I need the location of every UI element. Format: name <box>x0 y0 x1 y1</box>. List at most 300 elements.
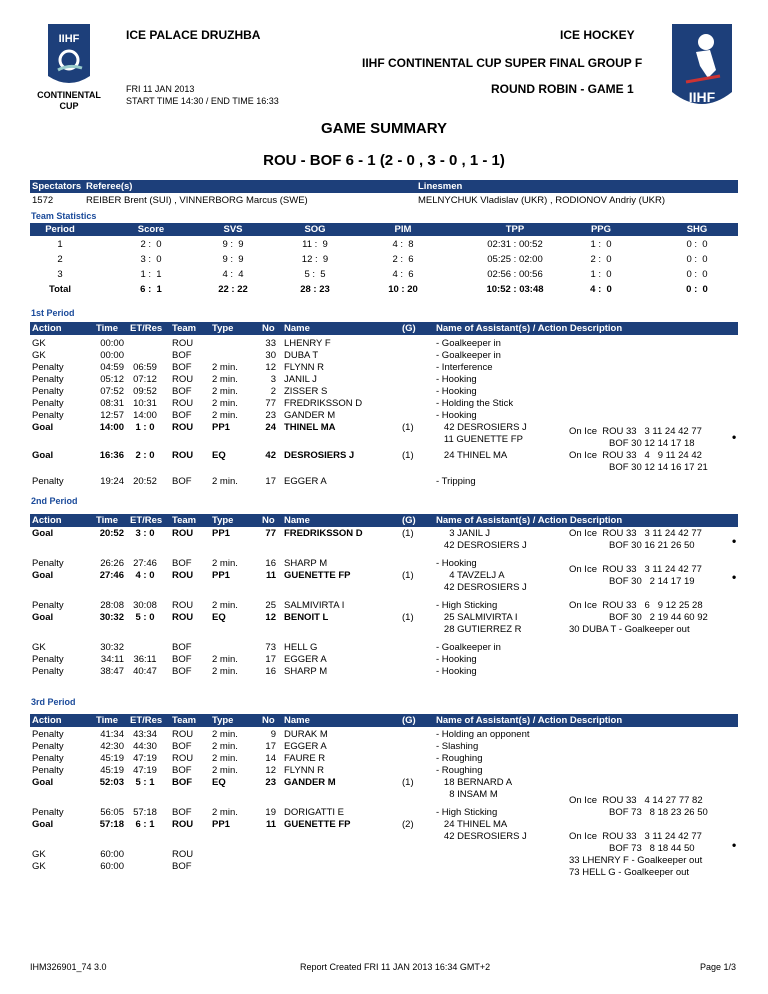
event-cell: 42 <box>265 450 276 461</box>
event-cell: Penalty <box>32 410 64 421</box>
event-cell: 27:46 <box>133 558 157 569</box>
stats-cell: 0 : 0 <box>686 254 708 265</box>
stats-col-header: SVS <box>223 224 243 235</box>
event-cell: BOF <box>172 654 192 665</box>
competition: IIHF CONTINENTAL CUP SUPER FINAL GROUP F <box>362 56 643 70</box>
stats-cell: 4 : 4 <box>222 269 244 280</box>
event-cell: DURAK M <box>284 729 328 740</box>
event-cell: - Holding the Stick <box>436 398 514 409</box>
stats-col-header: TPP <box>505 224 525 235</box>
stats-cell: 02:56 : 00:56 <box>487 269 543 280</box>
event-cell: 56:05 <box>100 807 124 818</box>
event-cell: EGGER A <box>284 654 327 665</box>
svg-text:IIHF: IIHF <box>688 89 716 105</box>
event-cell: 00:00 <box>100 338 124 349</box>
event-col-header: Team <box>172 715 197 726</box>
event-cell: 45:19 <box>100 753 124 764</box>
event-cell: LHENRY F <box>284 338 331 349</box>
event-cell: Goal <box>32 450 54 461</box>
stats-col-header: SOG <box>304 224 326 235</box>
event-cell: EGGER A <box>284 741 327 752</box>
event-cell: (1) <box>402 570 414 581</box>
event-cell: 4 TAVZELJ A <box>436 570 505 581</box>
event-cell: GUENETTE FP <box>284 570 351 581</box>
event-cell: 41:34 <box>100 729 124 740</box>
event-cell: 42 DESROSIERS J <box>436 831 527 842</box>
event-cell: Goal <box>32 422 54 433</box>
event-col-header: No <box>262 715 275 726</box>
event-cell: ROU <box>172 422 194 433</box>
event-cell: - Holding an opponent <box>436 729 530 740</box>
p1-label: 1st Period <box>31 308 75 318</box>
event-cell: 07:52 <box>100 386 124 397</box>
event-cell: 19 <box>265 807 276 818</box>
svg-text:CUP: CUP <box>59 101 79 111</box>
event-cell: BOF <box>172 861 192 872</box>
stats-cell: 2 <box>57 254 63 265</box>
event-cell: DESROSIERS J <box>284 450 355 461</box>
event-cell: 17 <box>265 654 276 665</box>
stats-cell: 0 : 0 <box>686 269 708 280</box>
event-cell: 47:19 <box>133 765 157 776</box>
event-cell: 12 <box>265 362 276 373</box>
event-cell: 2 min. <box>212 765 238 776</box>
event-cell: 2 min. <box>212 386 238 397</box>
event-cell: 42:30 <box>100 741 124 752</box>
game-label: ROUND ROBIN - GAME 1 <box>491 82 634 96</box>
event-col-header: No <box>262 515 275 526</box>
event-col-header: ET/Res <box>130 323 163 334</box>
event-cell: 60:00 <box>100 861 124 872</box>
event-cell: (1) <box>402 777 414 788</box>
marker-dot: • <box>732 838 737 852</box>
report-created: Report Created FRI 11 JAN 2013 16:34 GMT+2 <box>300 962 491 972</box>
team-stats-label: Team Statistics <box>31 211 97 221</box>
on-ice-line: BOF 30 16 21 26 50 <box>609 540 695 551</box>
on-ice-line: BOF 30 12 14 16 17 21 <box>609 462 708 473</box>
event-cell: 14 <box>265 753 276 764</box>
event-cell: Penalty <box>32 386 64 397</box>
marker-dot: • <box>732 534 737 548</box>
event-cell: 4 : 0 <box>135 570 155 581</box>
stats-cell: 22 : 22 <box>218 284 248 295</box>
event-cell: ROU <box>172 528 194 539</box>
event-cell: 23 <box>265 777 276 788</box>
p3-header <box>30 714 738 727</box>
summary-title: GAME SUMMARY <box>320 120 448 137</box>
marker-dot: • <box>732 570 737 584</box>
event-cell: 27:46 <box>99 570 124 581</box>
event-col-header: ET/Res <box>130 715 163 726</box>
event-cell: GK <box>32 642 46 653</box>
event-row <box>0 753 768 765</box>
stats-row <box>0 269 768 281</box>
stats-col-header: PIM <box>394 224 412 235</box>
stats-cell: 0 : 0 <box>686 284 708 295</box>
event-cell: 30:08 <box>133 600 157 611</box>
game-date: FRI 11 JAN 2013 <box>126 84 195 94</box>
event-cell: FREDRIKSSON D <box>284 398 363 409</box>
event-cell: 14:00 <box>133 410 157 421</box>
event-row <box>0 362 768 374</box>
event-cell: 17 <box>265 741 276 752</box>
stats-cell: 1 : 1 <box>140 269 162 280</box>
event-row <box>0 476 768 488</box>
event-cell: PP1 <box>212 528 230 539</box>
event-cell: ROU <box>172 729 194 740</box>
p1-header <box>30 322 738 335</box>
stats-cell: 5 : 5 <box>304 269 326 280</box>
event-cell: ROU <box>172 612 194 623</box>
event-cell: GANDER M <box>284 410 336 421</box>
event-cell: 47:19 <box>133 753 157 764</box>
event-cell: - Goalkeeper in <box>436 350 501 361</box>
event-cell: SHARP M <box>284 666 328 677</box>
event-cell: 43:34 <box>133 729 157 740</box>
stats-cell: 12 : 9 <box>301 254 329 265</box>
event-cell: - Hooking <box>436 386 477 397</box>
on-ice-line: 73 HELL G - Goalkeeper out <box>569 867 690 878</box>
event-col-header: No <box>262 323 275 334</box>
event-cell: 2 min. <box>212 410 238 421</box>
event-col-header: Name of Assistant(s) / Action Description <box>436 323 623 334</box>
event-row <box>0 410 768 422</box>
event-cell: 2 min. <box>212 374 238 385</box>
stats-cell: 0 : 0 <box>686 239 708 250</box>
stats-cell: 10:52 : 03:48 <box>486 284 544 295</box>
event-cell: 2 <box>270 386 276 397</box>
event-cell: PP1 <box>212 570 230 581</box>
stats-cell: 2 : 6 <box>392 254 414 265</box>
event-cell: PP1 <box>212 819 230 830</box>
event-cell: 36:11 <box>133 654 157 665</box>
stats-cell: 9 : 9 <box>222 239 244 250</box>
event-cell: 11 GUENETTE FP <box>436 434 523 445</box>
event-cell: 20:52 <box>133 476 157 487</box>
event-cell: 45:19 <box>100 765 124 776</box>
event-cell: 9 <box>270 729 276 740</box>
event-cell: ROU <box>172 600 194 611</box>
event-cell: 6 : 1 <box>135 819 155 830</box>
on-ice-line: On Ice ROU 33 6 9 12 25 28 <box>569 600 703 611</box>
event-cell: 3 JANIL J <box>436 528 491 539</box>
event-cell: 12:57 <box>100 410 124 421</box>
stats-cell: 11 : 9 <box>302 239 328 250</box>
event-cell: ROU <box>172 570 194 581</box>
event-cell: 5 : 0 <box>135 612 155 623</box>
event-cell: - Interference <box>436 362 493 373</box>
event-cell: 8 INSAM M <box>436 789 498 800</box>
event-cell: ROU <box>172 753 194 764</box>
event-cell: BOF <box>172 666 192 677</box>
event-cell: 40:47 <box>133 666 157 677</box>
event-cell: - Tripping <box>436 476 476 487</box>
event-cell: 57:18 <box>99 819 124 830</box>
event-cell: - Roughing <box>436 765 483 776</box>
event-cell: Penalty <box>32 765 64 776</box>
event-cell: DORIGATTI E <box>284 807 344 818</box>
event-cell: 2 min. <box>212 398 238 409</box>
event-cell: Penalty <box>32 600 64 611</box>
event-cell: 77 <box>265 398 276 409</box>
event-cell: ZISSER S <box>284 386 328 397</box>
event-cell: 2 min. <box>212 654 238 665</box>
venue: ICE PALACE DRUZHBA <box>126 28 261 42</box>
event-cell: FAURE R <box>284 753 326 764</box>
stats-col-header: SHG <box>686 224 708 235</box>
stats-col-header: PPG <box>590 224 612 235</box>
stats-row <box>0 239 768 251</box>
event-cell: BOF <box>172 807 192 818</box>
event-cell: ROU <box>172 819 194 830</box>
event-cell: Penalty <box>32 362 64 373</box>
event-cell: - Hooking <box>436 558 477 569</box>
p3-label: 3rd Period <box>31 697 76 707</box>
event-cell: - High Sticking <box>436 807 498 818</box>
event-cell: 11 <box>265 819 276 830</box>
on-ice-line: BOF 30 2 19 44 60 92 <box>609 612 708 623</box>
event-cell: 28 GUTIERREZ R <box>436 624 522 635</box>
stats-cell: 4 : 0 <box>590 284 612 295</box>
event-cell: 16 <box>265 666 276 677</box>
event-cell: 2 min. <box>212 666 238 677</box>
stats-row <box>0 254 768 266</box>
p2-header <box>30 514 738 527</box>
event-cell: (1) <box>402 528 414 539</box>
event-cell: 60:00 <box>100 849 124 860</box>
event-cell: 2 : 0 <box>135 450 155 461</box>
event-cell: 06:59 <box>133 362 157 373</box>
p2-label: 2nd Period <box>31 496 78 506</box>
event-cell: (1) <box>402 422 414 433</box>
event-cell: EGGER A <box>284 476 327 487</box>
stats-cell: 05:25 : 02:00 <box>487 254 543 265</box>
event-cell: 2 min. <box>212 807 238 818</box>
event-row <box>0 338 768 350</box>
event-row <box>0 398 768 410</box>
event-cell: 1 : 0 <box>135 422 155 433</box>
on-ice-line: On Ice ROU 33 4 14 27 77 82 <box>569 795 703 806</box>
stats-cell: 1 <box>57 239 63 250</box>
event-cell: Goal <box>32 819 54 830</box>
event-cell: 16 <box>265 558 276 569</box>
continental-cup-logo <box>28 20 110 115</box>
event-col-header: Time <box>96 515 119 526</box>
sport: ICE HOCKEY <box>560 28 635 42</box>
event-cell: 73 <box>265 642 276 653</box>
event-cell: 5 : 1 <box>135 777 155 788</box>
stats-cell: 1 : 0 <box>590 239 612 250</box>
event-row <box>0 729 768 741</box>
event-cell: 44:30 <box>133 741 157 752</box>
event-row <box>0 765 768 777</box>
on-ice-line: BOF 73 8 18 23 26 50 <box>609 807 708 818</box>
event-cell: Penalty <box>32 741 64 752</box>
on-ice-line: On Ice ROU 33 4 9 11 24 42 <box>569 450 702 461</box>
event-cell: 42 DESROSIERS J <box>436 582 527 593</box>
event-row <box>0 386 768 398</box>
event-cell: THINEL MA <box>284 422 336 433</box>
stats-col-header: Period <box>45 224 75 235</box>
event-cell: - High Sticking <box>436 600 498 611</box>
event-cell: JANIL J <box>284 374 317 385</box>
event-col-header: ET/Res <box>130 515 163 526</box>
event-cell: 09:52 <box>133 386 157 397</box>
event-cell: ROU <box>172 374 194 385</box>
stats-cell: 9 : 9 <box>222 254 244 265</box>
event-cell: Goal <box>32 528 54 539</box>
event-cell: BOF <box>172 642 192 653</box>
event-cell: BOF <box>172 476 192 487</box>
event-cell: GK <box>32 861 46 872</box>
officials-bar: Spectators Referee(s) Linesmen <box>30 180 738 193</box>
event-col-header: Name <box>284 323 310 334</box>
stats-cell: 10 : 20 <box>388 284 418 295</box>
event-cell: 28:08 <box>100 600 124 611</box>
event-cell: 26:26 <box>100 558 124 569</box>
stats-cell: 2 : 0 <box>140 239 162 250</box>
event-col-header: Time <box>96 715 119 726</box>
event-cell: 2 min. <box>212 729 238 740</box>
event-col-header: Team <box>172 323 197 334</box>
event-cell: 77 <box>265 528 276 539</box>
event-cell: - Hooking <box>436 374 477 385</box>
stats-cell: 28 : 23 <box>300 284 330 295</box>
stats-cell: 02:31 : 00:52 <box>487 239 543 250</box>
event-cell: Penalty <box>32 666 64 677</box>
event-cell: BOF <box>172 741 192 752</box>
on-ice-line: BOF 30 2 14 17 19 <box>609 576 695 587</box>
event-row <box>0 350 768 362</box>
stats-row <box>0 284 768 296</box>
stats-cell: 3 <box>57 269 63 280</box>
event-cell: ROU <box>172 398 194 409</box>
on-ice-line: 33 LHENRY F - Goalkeeper out <box>569 855 703 866</box>
event-cell: 2 min. <box>212 600 238 611</box>
event-cell: 42 DESROSIERS J <box>436 540 527 551</box>
event-cell: 11 <box>265 570 276 581</box>
event-cell: (1) <box>402 450 414 461</box>
event-cell: 33 <box>265 338 276 349</box>
event-cell: BOF <box>172 777 193 788</box>
event-cell: 12 <box>265 765 276 776</box>
event-cell: 20:52 <box>99 528 124 539</box>
event-cell: 17 <box>265 476 276 487</box>
officials-row: 1572 REIBER Brent (SUI) , VINNERBORG Marcus (SWE) MELNYCHUK Vladislav (UKR) , RODIONOV Andriy (UKR) <box>32 195 666 206</box>
event-col-header: (G) <box>402 323 416 334</box>
event-cell: SHARP M <box>284 558 328 569</box>
on-ice-line: On Ice ROU 33 3 11 24 42 77 <box>569 426 702 437</box>
stats-cell: 4 : 8 <box>392 239 414 250</box>
event-cell: HELL G <box>284 642 318 653</box>
on-ice-line: BOF 30 12 14 17 18 <box>609 438 695 449</box>
event-cell: BOF <box>172 386 192 397</box>
event-cell: 30:32 <box>100 642 124 653</box>
event-col-header: Type <box>212 323 234 334</box>
event-col-header: (G) <box>402 715 416 726</box>
event-col-header: (G) <box>402 515 416 526</box>
event-cell: 38:47 <box>100 666 124 677</box>
event-col-header: Type <box>212 515 234 526</box>
event-cell: GUENETTE FP <box>284 819 351 830</box>
event-cell: 07:12 <box>133 374 157 385</box>
event-cell: 57:18 <box>133 807 157 818</box>
event-col-header: Action <box>32 515 62 526</box>
event-cell: - Hooking <box>436 410 477 421</box>
stats-cell: 3 : 0 <box>140 254 162 265</box>
event-col-header: Team <box>172 515 197 526</box>
team-stats-header <box>30 223 738 236</box>
event-row <box>0 741 768 753</box>
event-cell: 25 <box>265 600 276 611</box>
event-row <box>0 777 768 789</box>
event-cell: 30:32 <box>99 612 124 623</box>
event-cell: GK <box>32 350 46 361</box>
event-cell: 12 <box>265 612 276 623</box>
event-cell: BOF <box>172 410 192 421</box>
event-cell: Penalty <box>32 729 64 740</box>
event-cell: DUBA T <box>284 350 319 361</box>
event-cell: 34:11 <box>100 654 124 665</box>
event-cell: Goal <box>32 777 54 788</box>
event-cell: Penalty <box>32 476 64 487</box>
event-cell: EQ <box>212 777 226 788</box>
event-cell: 3 : 0 <box>135 528 155 539</box>
game-time: START TIME 14:30 / END TIME 16:33 <box>126 96 279 106</box>
event-cell: BOF <box>172 362 192 373</box>
stats-cell: 1 : 0 <box>590 269 612 280</box>
event-cell: - Hooking <box>436 666 477 677</box>
event-cell: 52:03 <box>99 777 124 788</box>
event-cell: 2 min. <box>212 476 238 487</box>
event-cell: 25 SALMIVIRTA I <box>436 612 518 623</box>
event-row <box>0 642 768 654</box>
event-cell: BOF <box>172 558 192 569</box>
event-cell: BOF <box>172 765 192 776</box>
event-cell: 05:12 <box>100 374 124 385</box>
event-row <box>0 666 768 678</box>
event-cell: ROU <box>172 450 194 461</box>
stats-cell: 6 : 1 <box>140 284 162 295</box>
event-row <box>0 654 768 666</box>
event-cell: FREDRIKSSON D <box>284 528 363 539</box>
event-cell: BOF <box>172 350 192 361</box>
event-cell: 18 BERNARD A <box>436 777 513 788</box>
event-cell: Penalty <box>32 398 64 409</box>
event-cell: - Goalkeeper in <box>436 642 501 653</box>
event-col-header: Name of Assistant(s) / Action Description <box>436 515 623 526</box>
stats-cell: 2 : 0 <box>590 254 612 265</box>
event-cell: 00:00 <box>100 350 124 361</box>
event-cell: Penalty <box>32 753 64 764</box>
on-ice-line: On Ice ROU 33 3 11 24 42 77 <box>569 564 702 575</box>
event-cell: GANDER M <box>284 777 336 788</box>
event-cell: EQ <box>212 450 226 461</box>
event-col-header: Time <box>96 323 119 334</box>
event-cell: 24 THINEL MA <box>436 450 508 461</box>
event-cell: Penalty <box>32 654 64 665</box>
event-cell: 08:31 <box>100 398 124 409</box>
event-cell: (2) <box>402 819 414 830</box>
event-cell: PP1 <box>212 422 230 433</box>
event-cell: Goal <box>32 570 54 581</box>
event-col-header: Name <box>284 515 310 526</box>
event-cell: 14:00 <box>99 422 124 433</box>
event-cell: 30 <box>265 350 276 361</box>
event-cell: 04:59 <box>100 362 124 373</box>
stats-cell: Total <box>49 284 71 295</box>
event-cell: EQ <box>212 612 226 623</box>
